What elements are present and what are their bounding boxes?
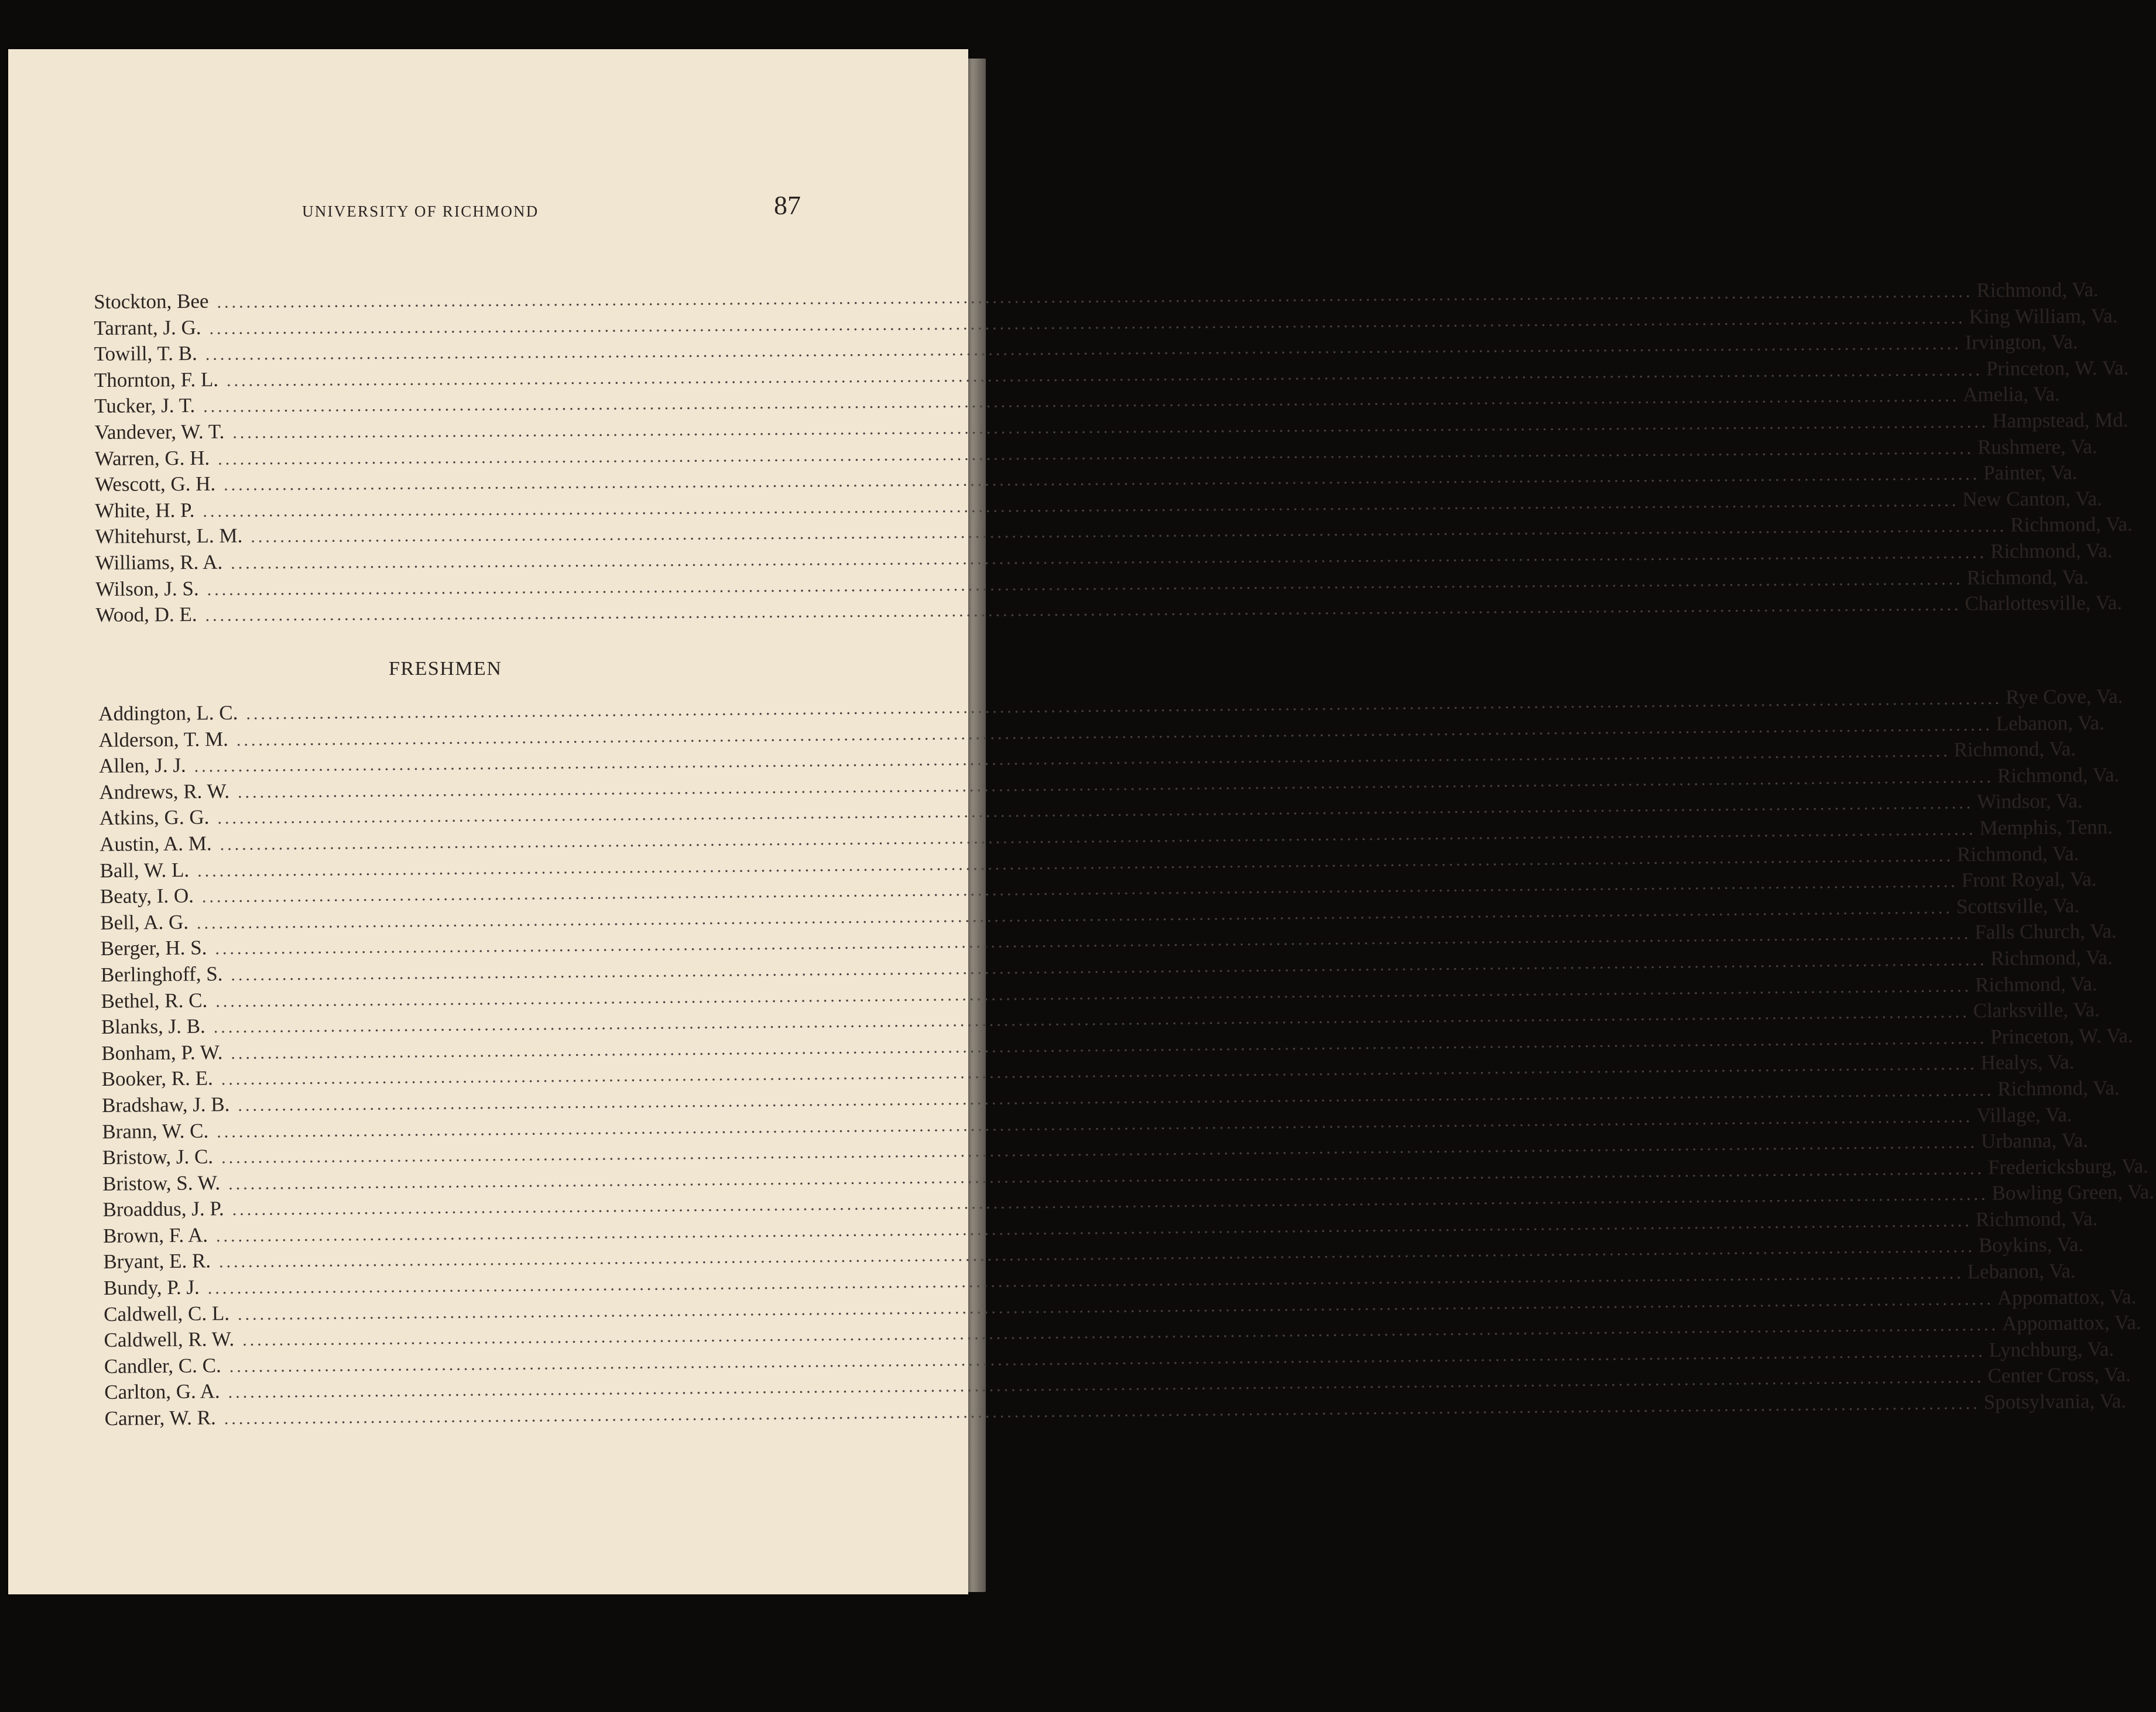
student-name: Bell, A. G.: [100, 910, 189, 934]
hometown: Boykins, Va.: [1978, 1233, 2084, 1257]
hometown: Rye Cove, Va.: [2006, 684, 2123, 709]
student-name: Broaddus, J. P.: [102, 1197, 224, 1222]
student-name: Berlinghoff, S.: [100, 962, 223, 986]
student-name: Thornton, F. L.: [94, 368, 219, 392]
hometown: Richmond, Va.: [1997, 1076, 2120, 1100]
hometown: Richmond, Va.: [1953, 737, 2076, 761]
section-heading-freshmen: FRESHMEN: [389, 658, 502, 680]
dot-leader: ................................................................................................................................................................................................................................................: [218, 1237, 1976, 1272]
list-item: [94, 461, 2078, 498]
student-name: Ball, W. L.: [100, 858, 190, 882]
list-item: [94, 382, 2060, 420]
hometown: Richmond, Va.: [1976, 278, 2099, 302]
hometown: King William, Va.: [1969, 304, 2118, 328]
student-name: Addington, L. C.: [98, 701, 238, 725]
student-name: Beaty, I. O.: [100, 884, 194, 908]
student-name: Brown, F. A.: [102, 1223, 208, 1247]
student-name: Wescott, G. H.: [94, 472, 216, 496]
dot-leader: ................................................................................................................................................................................................................................................: [237, 1289, 1994, 1324]
page-header: [302, 186, 801, 227]
dot-leader: ................................................................................................................................................................................................................................................: [209, 308, 1966, 338]
dot-leader: ................................................................................................................................................................................................................................................: [232, 1185, 1989, 1220]
list-item: [95, 591, 2123, 629]
dot-leader: ................................................................................................................................................................................................................................................: [217, 1106, 1973, 1141]
list-item: [95, 513, 2133, 550]
hometown: Amelia, Va.: [1963, 382, 2060, 406]
dot-leader: ................................................................................................................................................................................................................................................: [203, 386, 1960, 417]
running-head: UNIVERSITY OF RICHMOND: [302, 203, 539, 220]
dot-leader: ................................................................................................................................................................................................................................................: [207, 1263, 1964, 1298]
dot-leader: ................................................................................................................................................................................................................................................: [226, 360, 1983, 390]
student-name: Bryant, E. R.: [103, 1249, 211, 1274]
dot-leader: ................................................................................................................................................................................................................................................: [217, 282, 1973, 312]
hometown: Painter, Va.: [1983, 461, 2078, 485]
dot-leader: ................................................................................................................................................................................................................................................: [251, 516, 2007, 547]
hometown: Irvington, Va.: [1965, 330, 2078, 354]
hometown: Scottsville, Va.: [1956, 894, 2080, 918]
dot-leader: ................................................................................................................................................................................................................................................: [236, 715, 1993, 750]
dot-leader: ................................................................................................................................................................................................................................................: [194, 741, 1951, 776]
student-name: Whitehurst, L. M.: [95, 524, 243, 548]
dot-leader: ................................................................................................................................................................................................................................................: [205, 334, 1962, 365]
dot-leader: ................................................................................................................................................................................................................................................: [238, 1080, 1994, 1115]
dot-leader: ................................................................................................................................................................................................................................................: [205, 595, 1962, 625]
dot-leader: ................................................................................................................................................................................................................................................: [224, 464, 1980, 495]
dot-leader: ................................................................................................................................................................................................................................................: [221, 1054, 1977, 1089]
hometown: Village, Va.: [1976, 1103, 2072, 1127]
hometown: Richmond, Va.: [1990, 538, 2113, 563]
page-number: 87: [774, 190, 801, 220]
list-item: [95, 538, 2113, 576]
dot-leader: ................................................................................................................................................................................................................................................: [213, 1002, 1970, 1037]
dot-leader: ................................................................................................................................................................................................................................................: [221, 1133, 1978, 1168]
student-name: Stockton, Bee: [94, 289, 209, 313]
student-name: Austin, A. M.: [99, 832, 212, 856]
hometown: Richmond, Va.: [1966, 565, 2089, 589]
student-name: Booker, R. E.: [101, 1066, 213, 1091]
student-name: Vandever, W. T.: [94, 420, 225, 444]
hometown: Center Cross, Va.: [1987, 1363, 2131, 1388]
dot-leader: ................................................................................................................................................................................................................................................: [231, 949, 1987, 984]
student-name: Carner, W. R.: [104, 1406, 216, 1430]
hometown: Richmond, Va.: [2010, 513, 2133, 537]
dot-leader: ................................................................................................................................................................................................................................................: [246, 688, 2003, 723]
student-name: Candler, C. C.: [104, 1354, 221, 1378]
student-name: Alderson, T. M.: [98, 727, 229, 752]
dot-leader: ................................................................................................................................................................................................................................................: [215, 1210, 1973, 1246]
list-item: [94, 304, 2118, 341]
hometown: Fredericksburg, Va.: [1987, 1154, 2149, 1179]
hometown: Richmond, Va.: [1990, 945, 2113, 970]
list-item: [94, 408, 2128, 445]
hometown: Richmond, Va.: [1975, 972, 2097, 996]
student-name: Blanks, J. B.: [101, 1014, 205, 1039]
dot-leader: ................................................................................................................................................................................................................................................: [228, 1367, 1984, 1402]
dot-leader: ................................................................................................................................................................................................................................................: [215, 924, 1972, 959]
hometown: Clarksville, Va.: [1973, 998, 2100, 1023]
list-item: [95, 565, 2089, 602]
hometown: New Canton, Va.: [1962, 486, 2103, 511]
dot-leader: ................................................................................................................................................................................................................................................: [201, 872, 1958, 907]
freshmen-list: [98, 684, 2155, 1432]
student-name: Bundy, P. J.: [103, 1275, 200, 1300]
student-name: Berger, H. S.: [100, 936, 207, 960]
student-name: Bonham, P. W.: [101, 1040, 223, 1065]
student-name: Warren, G. H.: [94, 446, 210, 470]
hometown: Richmond, Va.: [1997, 763, 2120, 787]
hometown: Princeton, W. Va.: [1986, 356, 2129, 380]
dot-leader: ................................................................................................................................................................................................................................................: [196, 898, 1953, 933]
list-item: [94, 356, 2129, 393]
student-name: Wilson, J. S.: [95, 577, 199, 601]
student-name: Caldwell, C. L.: [103, 1301, 230, 1326]
student-name: Allen, J. J.: [98, 753, 186, 778]
hometown: Richmond, Va.: [1975, 1207, 2098, 1231]
dot-leader: ................................................................................................................................................................................................................................................: [197, 845, 1954, 881]
dot-leader: ................................................................................................................................................................................................................................................: [215, 976, 1972, 1011]
student-name: Bethel, R. C.: [101, 988, 208, 1013]
student-name: Atkins, G. G.: [99, 805, 210, 830]
hometown: Rushmere, Va.: [1977, 434, 2097, 458]
hometown: Memphis, Tenn.: [1979, 815, 2113, 839]
dot-leader: ................................................................................................................................................................................................................................................: [231, 1028, 1987, 1063]
hometown: Front Royal, Va.: [1961, 867, 2097, 892]
hometown: Urbanna, Va.: [1980, 1128, 2089, 1153]
hometown: Richmond, Va.: [1956, 842, 2079, 866]
hometown: Healys, Va.: [1980, 1050, 2075, 1075]
dot-leader: ................................................................................................................................................................................................................................................: [242, 1315, 1999, 1350]
hometown: Hampstead, Md.: [1992, 408, 2128, 433]
sophomore-list: [94, 278, 2133, 629]
list-item: [94, 330, 2078, 368]
hometown: Princeton, W. Va.: [1990, 1024, 2133, 1048]
dot-leader: ................................................................................................................................................................................................................................................: [229, 1341, 1986, 1376]
student-name: Bradshaw, J. B.: [101, 1092, 230, 1117]
student-name: Bristow, J. C.: [102, 1145, 214, 1169]
hometown: Spotsylvania, Va.: [1983, 1389, 2127, 1413]
hometown: Lebanon, Va.: [1996, 711, 2104, 735]
list-item: [94, 278, 2099, 315]
hometown: Bowling Green, Va.: [1992, 1180, 2155, 1205]
dot-leader: ................................................................................................................................................................................................................................................: [203, 490, 1959, 521]
student-name: White, H. P.: [95, 498, 195, 522]
student-name: Tucker, J. T.: [94, 394, 196, 418]
student-name: Bristow, S. W.: [102, 1171, 221, 1195]
student-name: Andrews, R. W.: [99, 779, 230, 804]
student-name: Brann, W. C.: [102, 1119, 209, 1143]
student-name: Caldwell, R. W.: [104, 1327, 235, 1352]
student-name: Towill, T. B.: [94, 342, 197, 366]
student-name: Tarrant, J. G.: [94, 315, 201, 339]
hometown: Lynchburg, Va.: [1989, 1337, 2114, 1361]
hometown: Appomattox, Va.: [2001, 1310, 2141, 1335]
dot-leader: ................................................................................................................................................................................................................................................: [232, 412, 1989, 442]
dot-leader: ................................................................................................................................................................................................................................................: [224, 1394, 1980, 1429]
dot-leader: ................................................................................................................................................................................................................................................: [220, 819, 1976, 855]
dot-leader: ................................................................................................................................................................................................................................................: [237, 767, 1994, 802]
dot-leader: ................................................................................................................................................................................................................................................: [207, 569, 1963, 599]
list-item: [94, 434, 2097, 472]
hometown: Appomattox, Va.: [1997, 1285, 2137, 1309]
hometown: Falls Church, Va.: [1975, 920, 2117, 944]
dot-leader: ................................................................................................................................................................................................................................................: [228, 1158, 1985, 1193]
dot-leader: ................................................................................................................................................................................................................................................: [218, 438, 1975, 469]
dot-leader: ................................................................................................................................................................................................................................................: [217, 793, 1974, 828]
student-name: Carlton, G. A.: [104, 1380, 220, 1404]
student-name: Williams, R. A.: [95, 550, 223, 574]
list-item: [95, 486, 2103, 524]
hometown: Lebanon, Va.: [1967, 1259, 2076, 1284]
hometown: Charlottesville, Va.: [1965, 591, 2123, 615]
dot-leader: ................................................................................................................................................................................................................................................: [231, 543, 1987, 573]
student-name: Wood, D. E.: [95, 603, 197, 627]
hometown: Windsor, Va.: [1977, 789, 2083, 814]
